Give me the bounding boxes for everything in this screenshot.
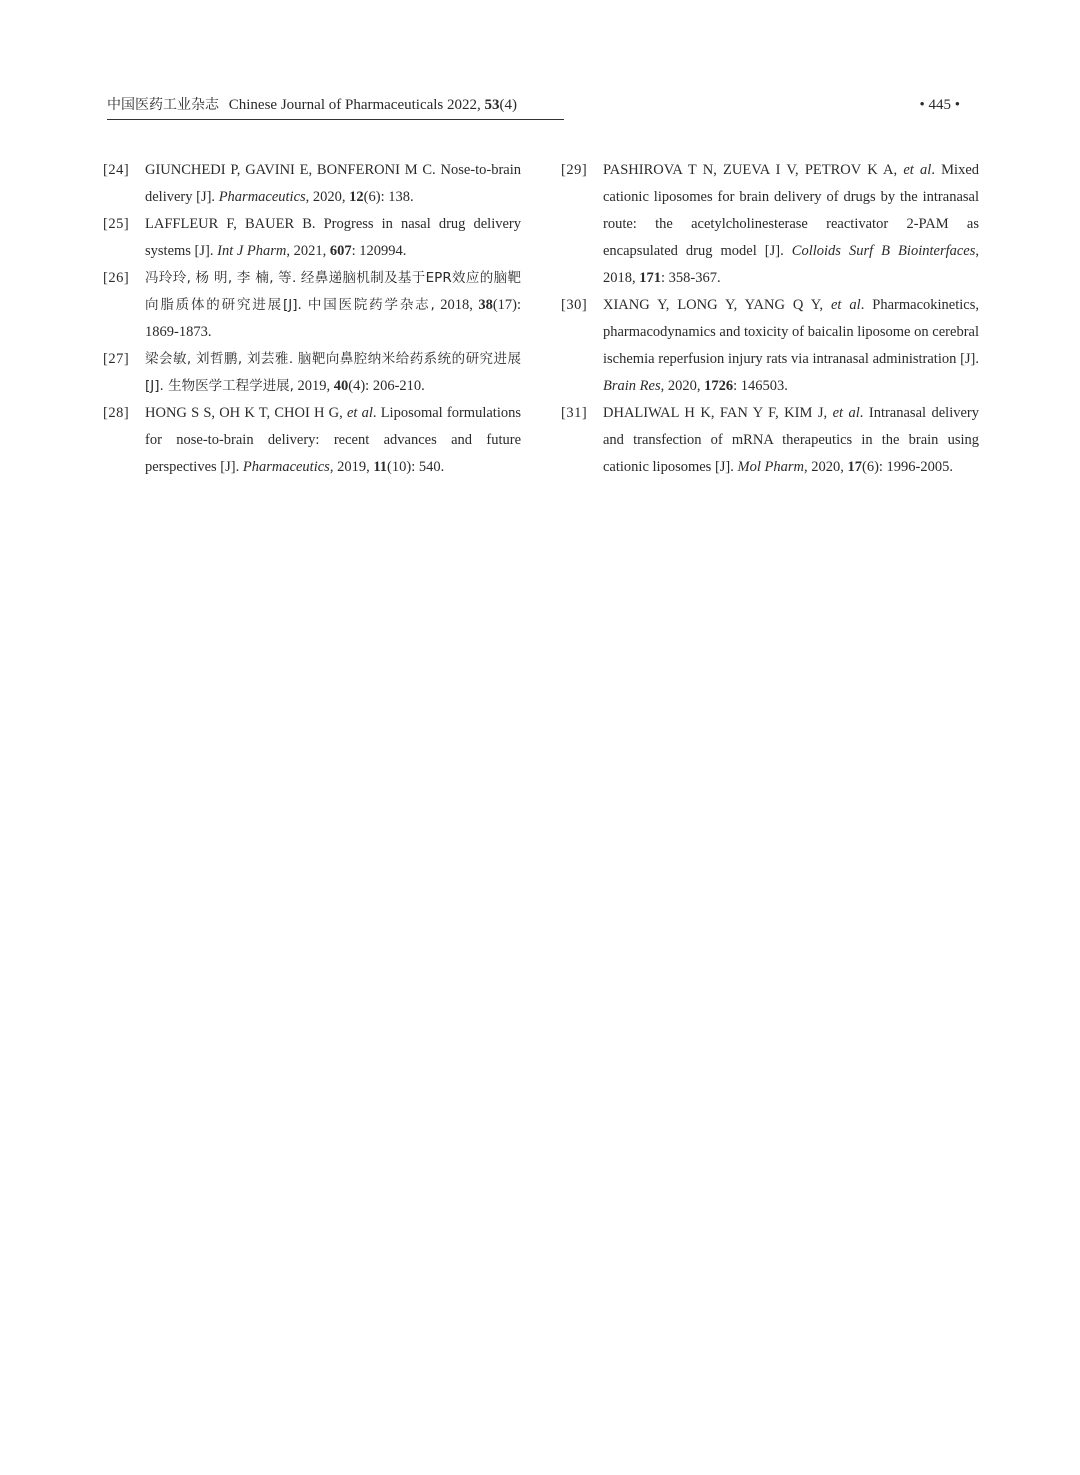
reference-journal: Brain Res <box>603 378 661 394</box>
reference-text-cn: 冯玲玲, 杨 明, 李 楠, 等. 经鼻递脑机制及基于EPR效应的脑靶向脂质体的研究进展[J]. 中国医院药学杂志, <box>145 270 521 313</box>
reference-number: [24] <box>103 162 130 178</box>
reference-number: [28] <box>103 405 130 421</box>
reference-etal: et al <box>832 405 860 421</box>
reference-volume: 40 <box>333 378 349 394</box>
reference-item <box>103 265 521 346</box>
reference-etal: et al <box>831 297 861 313</box>
reference-number: [30] <box>561 297 588 313</box>
reference-volume: 1726 <box>704 378 734 394</box>
reference-etal: et al <box>346 405 373 421</box>
reference-volume: 171 <box>639 270 661 286</box>
reference-year: , 2021, <box>286 243 327 259</box>
reference-year: 2019, <box>297 378 331 394</box>
reference-number: [25] <box>103 216 130 232</box>
reference-title: Nose-to-brain delivery [J]. <box>145 162 522 205</box>
reference-title: . Pharmacokinetics, pharmacodynamics and toxicity of baicalin liposome on cerebral ischemia reperfusion injury rats via intranasal administration [J]. <box>603 297 979 367</box>
journal-issue: (4) <box>499 97 518 113</box>
reference-pages: (6): 1996-2005. <box>861 459 953 475</box>
reference-pages: : 120994. <box>351 243 407 259</box>
reference-pages: (4): 206-210. <box>348 378 425 394</box>
reference-item <box>103 211 521 265</box>
reference-journal: Int J Pharm <box>217 243 287 259</box>
reference-volume: 607 <box>329 243 352 259</box>
reference-pages: : 146503. <box>733 378 788 394</box>
reference-volume: 12 <box>349 189 364 205</box>
reference-authors: XIANG Y, LONG Y, YANG Q Y, <box>603 297 824 313</box>
reference-authors: DHALIWAL H K, FAN Y F, KIM J, <box>603 405 828 421</box>
reference-number: [29] <box>561 162 588 178</box>
reference-title: . Mixed cationic liposomes for brain delivery of drugs by the intranasal route: the acetylcholinesterase reactivator 2-PAM as encapsulated drug model [J]. <box>603 162 980 259</box>
reference-volume: 38 <box>478 297 493 313</box>
reference-year: , 2020, <box>660 378 701 394</box>
reference-title: . Intranasal delivery and transfection of mRNA therapeutics in the brain using cationic liposomes [J]. <box>603 405 980 475</box>
reference-etal: et al <box>903 162 932 178</box>
reference-item <box>561 157 979 292</box>
reference-year: , 2018, <box>603 243 979 286</box>
journal-name-en: Chinese Journal of Pharmaceuticals 2022, <box>228 97 481 113</box>
reference-pages: : 358-367. <box>661 270 721 286</box>
reference-number: [27] <box>103 351 130 367</box>
reference-pages: (10): 540. <box>387 459 445 475</box>
running-header <box>107 95 564 120</box>
journal-volume: 53 <box>484 97 500 113</box>
reference-item <box>103 400 521 481</box>
reference-authors: PASHIROVA T N, ZUEVA I V, PETROV K A, <box>603 162 898 178</box>
reference-pages: (6): 138. <box>363 189 414 205</box>
reference-year: , 2019, <box>329 459 370 475</box>
reference-authors: GIUNCHEDI P, GAVINI E, BONFERONI M C. <box>145 162 436 178</box>
reference-journal: Mol Pharm <box>737 459 804 475</box>
reference-number: [26] <box>103 270 130 286</box>
reference-volume: 17 <box>847 459 862 475</box>
reference-authors: LAFFLEUR F, BAUER B. <box>145 216 316 232</box>
journal-name-cn: 中国医药工业杂志 <box>107 97 219 113</box>
reference-number: [31] <box>561 405 588 421</box>
reference-item <box>561 400 979 481</box>
reference-year: 2018, <box>440 297 473 313</box>
reference-authors: HONG S S, OH K T, CHOI H G, <box>145 405 343 421</box>
page-number: • 445 • <box>919 97 960 113</box>
reference-journal: Pharmaceutics <box>242 459 330 475</box>
reference-volume: 11 <box>373 459 388 475</box>
reference-year: , 2020, <box>305 189 346 205</box>
reference-journal: Pharmaceutics <box>218 189 306 205</box>
reference-item <box>103 346 521 400</box>
reference-text-cn: 梁会敏, 刘哲鹏, 刘芸雅. 脑靶向鼻腔纳米给药系统的研究进展[J]. 生物医学工程学进展, <box>145 351 521 394</box>
reference-item <box>103 157 521 211</box>
reference-item <box>561 292 979 400</box>
reference-column-right <box>561 157 979 481</box>
reference-journal: Colloids Surf B Biointerfaces <box>791 243 976 259</box>
reference-pages: (17): 1869-1873. <box>145 297 521 340</box>
reference-column-left <box>103 157 521 481</box>
reference-title: Progress in nasal drug delivery systems [J]. <box>145 216 521 259</box>
reference-year: , 2020, <box>803 459 844 475</box>
reference-title: . Liposomal formulations for nose-to-brain delivery: recent advances and future perspectives [J]. <box>145 405 522 475</box>
